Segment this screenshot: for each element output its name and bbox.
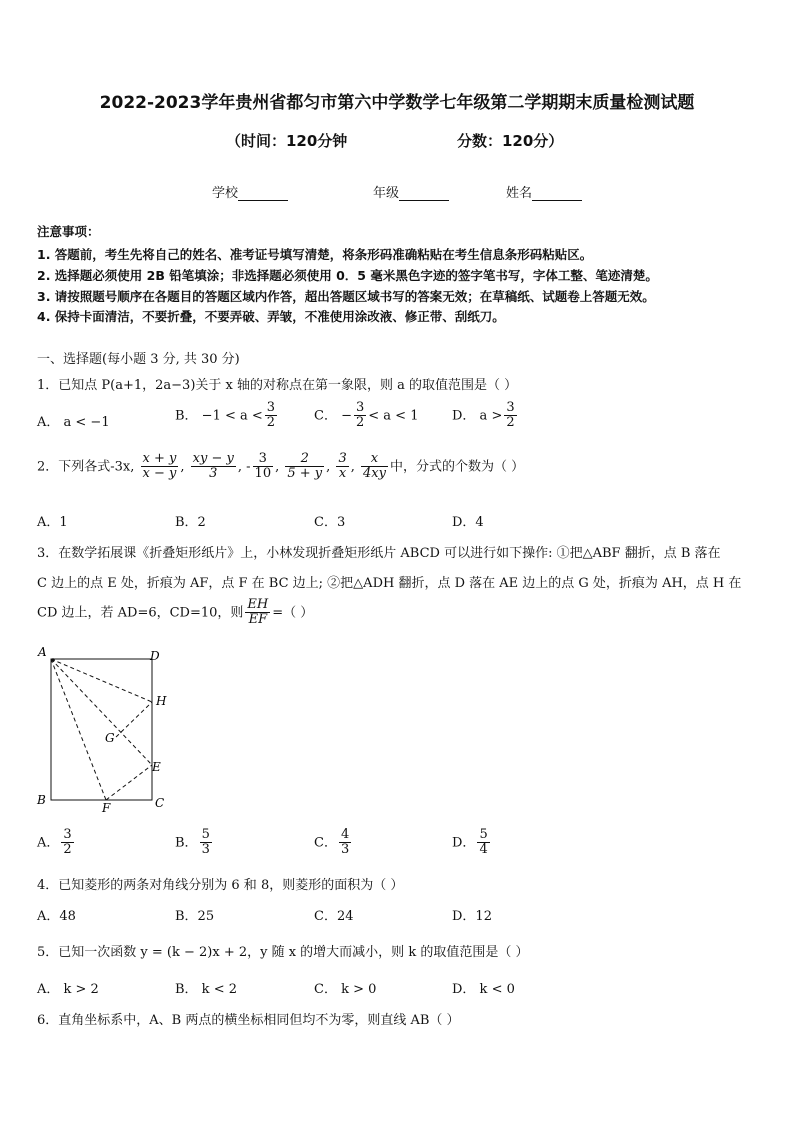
q5-stem: 5．已知一次函数 y = (k − 2)x + 2，y 随 x 的增大而减小，则 k 的取值范围是（ ） <box>37 945 529 960</box>
school-field[interactable] <box>212 182 288 201</box>
name-label: 姓名 <box>506 186 533 201</box>
q3-rectangle-figure <box>30 640 190 820</box>
fold-line-fe <box>106 765 152 800</box>
exam-time: （时间：120分钟 <box>226 132 348 150</box>
fold-line-gh <box>116 702 152 737</box>
name-blank[interactable] <box>532 188 582 201</box>
q2-fraction-5: $\frac{3}{x}$ <box>338 451 347 482</box>
q2-option-d[interactable]: D．4 <box>452 515 484 530</box>
label-b: B <box>37 793 46 807</box>
q3-line-2: C 边上的点 E 处，折痕为 AF，点 F 在 BC 边上; ②把△ADH 翻折，点 D 落在 AE 边上的点 G 处，折痕为 AH，点 H 在 <box>37 576 742 591</box>
q3-option-d[interactable]: D． $\frac{5}{4}$ <box>452 827 488 858</box>
q2-fraction-6: $\frac{x}{4xy}$ <box>363 451 386 482</box>
label-a: A <box>38 645 47 659</box>
q4-stem: 4．已知菱形的两条对角线分别为 6 和 8，则菱形的面积为（ ） <box>37 878 404 893</box>
label-c: C <box>155 796 165 810</box>
q4-option-d[interactable]: D．12 <box>452 909 492 924</box>
q2-fraction-1: $\frac{x + y}{x - y}$ <box>142 451 177 482</box>
q3-line-3: CD 边上，若 AD=6，CD=10，则 $\frac{EH}{EF}$ =（ ） <box>37 597 314 628</box>
q6-stem: 6．直角坐标系中，A、B 两点的横坐标相同但均不为零，则直线 AB（ ） <box>37 1013 460 1028</box>
notes-heading: 注意事项： <box>37 224 100 239</box>
q3-option-c[interactable]: C． $\frac{4}{3}$ <box>314 827 350 858</box>
label-h: H <box>156 694 167 708</box>
q3-line-1: 3．在数学拓展课《折叠矩形纸片》上，小林发现折叠矩形纸片 ABCD 可以进行如下操作: ①把△ABF 翻折，点 B 落在 <box>37 546 721 561</box>
q2-option-a[interactable]: A．1 <box>37 515 68 530</box>
q2-fraction-2: $\frac{xy - y}{3}$ <box>192 451 234 482</box>
fold-line-af <box>51 659 106 800</box>
section-heading: 一、选择题(每小题 3 分, 共 30 分) <box>37 352 240 367</box>
q4-option-c[interactable]: C．24 <box>314 909 354 924</box>
exam-score: 分数：120分） <box>457 132 564 150</box>
q3-option-a[interactable]: A． $\frac{3}{2}$ <box>37 827 72 858</box>
q2-fraction-4: $\frac{2}{5 + y}$ <box>287 451 323 482</box>
q1-option-b[interactable]: B． −1 < a < $\frac{3}{2}$ <box>175 400 276 431</box>
q2-option-b[interactable]: B．2 <box>175 515 206 530</box>
label-g: G <box>105 731 115 745</box>
q5-option-b[interactable]: B． k < 2 <box>175 982 237 997</box>
fold-line-ae <box>51 659 152 765</box>
q1-option-d[interactable]: D． a > $\frac{3}{2}$ <box>452 400 515 431</box>
rectangle-abcd <box>51 659 152 800</box>
label-f: F <box>102 801 111 815</box>
note-item-1: 1. 答题前，考生先将自己的姓名、准考证号填写清楚，将条形码准确粘贴在考生信息条形码粘贴区。 <box>37 247 593 262</box>
q5-option-d[interactable]: D． k < 0 <box>452 982 515 997</box>
q2-option-c[interactable]: C．3 <box>314 515 346 530</box>
page-title: 2022-2023学年贵州省都匀市第六中学数学七年级第二学期期末质量检测试题 <box>99 93 695 113</box>
grade-field[interactable] <box>373 182 449 201</box>
name-field[interactable] <box>506 182 582 201</box>
note-item-2: 2. 选择题必须使用 2B 铅笔填涂；非选择题必须使用 0．5 毫米黑色字迹的签字笔书写，字体工整、笔迹清楚。 <box>37 268 658 283</box>
label-e: E <box>152 760 161 774</box>
q3-option-b[interactable]: B． $\frac{5}{3}$ <box>175 827 210 858</box>
grade-label: 年级 <box>373 186 400 201</box>
q4-option-b[interactable]: B．25 <box>175 909 215 924</box>
note-item-3: 3. 请按照题号顺序在各题目的答题区域内作答，超出答题区域书写的答案无效；在草稿纸、试题卷上答题无效。 <box>37 289 655 304</box>
q5-option-c[interactable]: C． k > 0 <box>314 982 377 997</box>
school-blank[interactable] <box>238 188 288 201</box>
q2-stem: 2．下列各式-3x, $\frac{x + y}{x - y}$ , $\frac{xy - y}{3}$ , - $\frac{3}{10}$ , $\frac{2}{5 + y}$ , $\frac{3}{x}$ , $\frac{x}{4xy}$ 中，分式的个数为（ ） <box>37 451 525 482</box>
grade-blank[interactable] <box>399 188 449 201</box>
q1-stem: 1．已知点 P(a+1，2a−3)关于 x 轴的对称点在第一象限，则 a 的取值范围是（ ） <box>37 378 518 393</box>
q2-fraction-3: $\frac{3}{10}$ <box>254 451 272 482</box>
school-label: 学校 <box>212 186 239 201</box>
fold-line-ah <box>51 659 152 702</box>
q1-option-a[interactable]: A． a < −1 <box>37 415 110 430</box>
label-d: D <box>150 649 160 663</box>
note-item-4: 4. 保持卡面清洁，不要折叠，不要弄破、弄皱，不准使用涂改液、修正带、刮纸刀。 <box>37 309 505 324</box>
q5-option-a[interactable]: A． k > 2 <box>37 982 99 997</box>
q4-option-a[interactable]: A．48 <box>37 909 76 924</box>
q1-option-c[interactable]: C． − $\frac{3}{2}$ < a < 1 <box>314 400 419 431</box>
